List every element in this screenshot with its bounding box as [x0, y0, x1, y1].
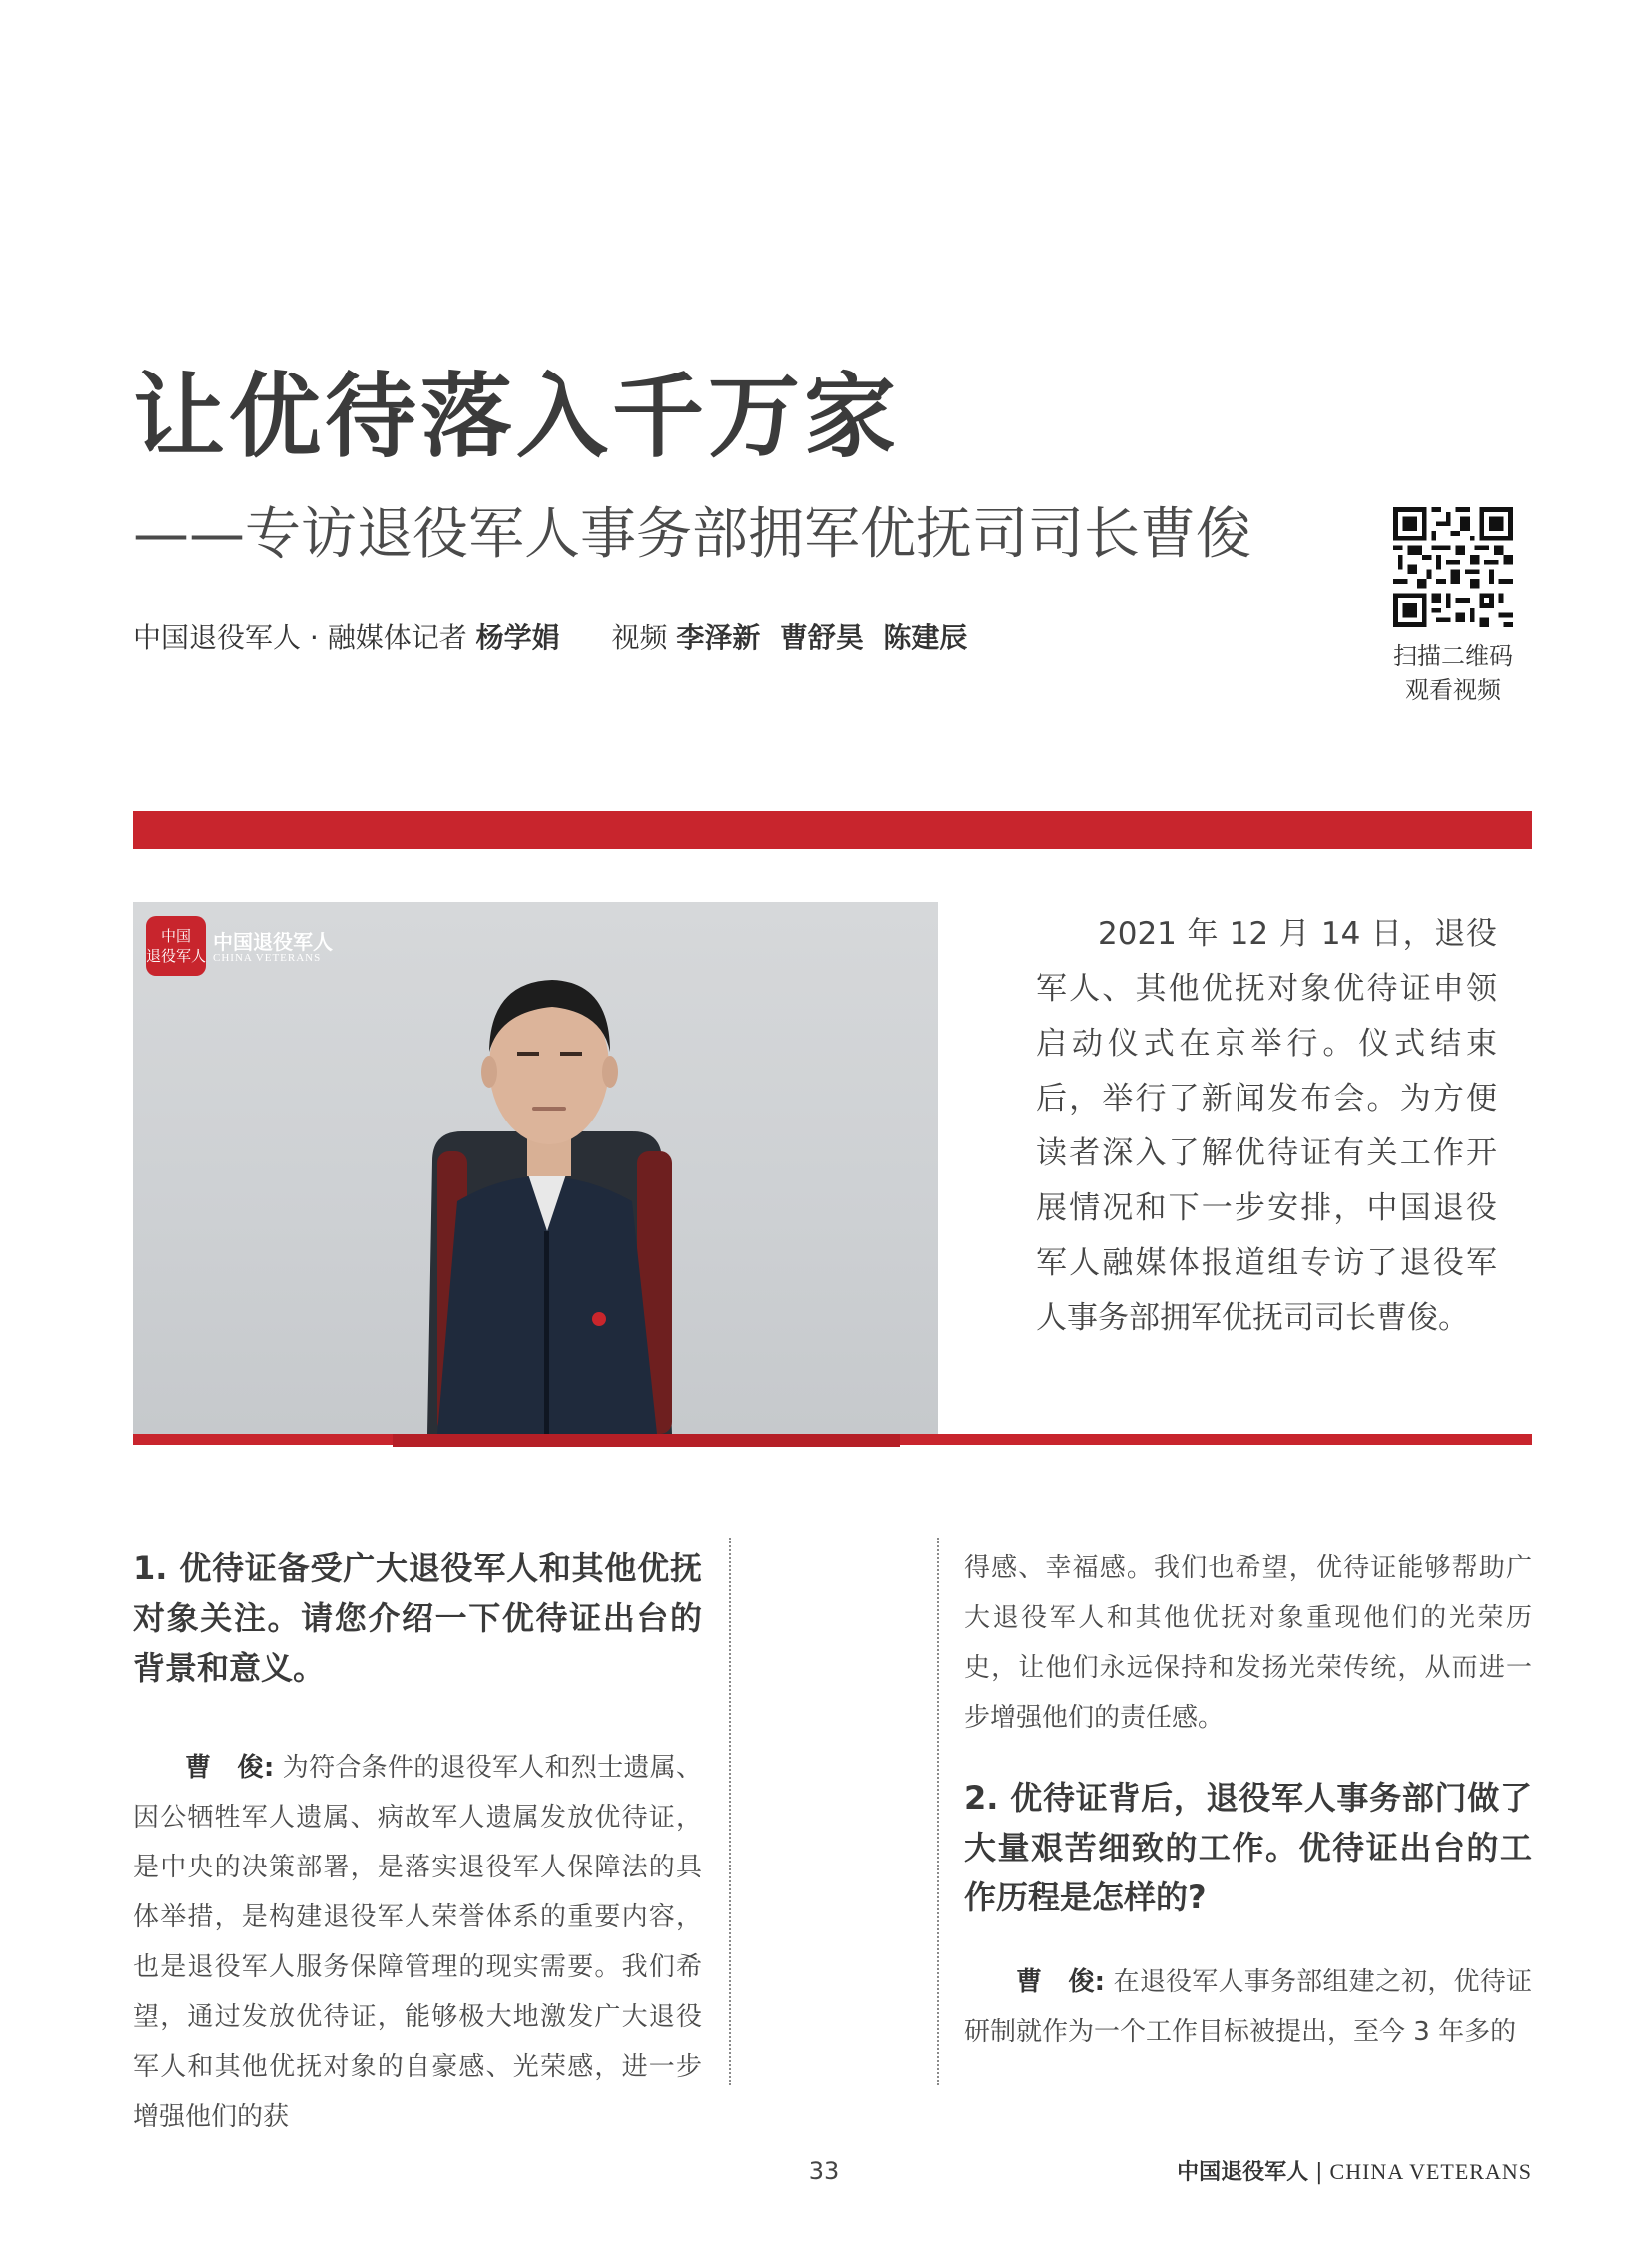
answer-1-continued: 得感、幸福感。我们也希望，优待证能够帮助广大退役军人和其他优抚对象重现他们的光荣历史，让他们永远保持和发扬光荣传统，从而进一步增强他们的责任感。 — [964, 1553, 1532, 1733]
byline-video-label: 视频 — [611, 621, 668, 654]
answer-2-text: 在退役军人事务部组建之初，优待证研制就作为一个工作目标被提出，至今 3 年多的 — [964, 1967, 1532, 2047]
intro-text: 2021 年 12 月 14 日，退役军人、其他优抚对象优待证申领启动仪式在京举行。仪式结束后，举行了新闻发布会。为方便读者深入了解优待证有关工作开展情况和下一步安排，中国退役军人融媒体报道组专访了退役军人事务部拥军优抚司司长曹俊。 — [1036, 916, 1497, 1336]
intro-paragraph — [1036, 907, 1497, 1346]
photo-logo-cn: 中国退役军人 — [213, 930, 333, 954]
photo-logo-en: CHINA VETERANS — [213, 952, 322, 964]
qr-code[interactable] — [1393, 507, 1513, 627]
article-title: 让优待落入千万家 — [133, 364, 901, 470]
red-header-bar — [133, 811, 1532, 849]
byline-video-staff: 李泽新 曹舒昊 陈建辰 — [676, 621, 968, 654]
answer-1-speaker: 曹 俊: — [185, 1753, 275, 1783]
answer-1-text: 为符合条件的退役军人和烈士遗属、因公牺牲军人遗属、病故军人遗属发放优待证，是中央的决策部署，是落实退役军人保障法的具体举措，是构建退役军人荣誉体系的重要内容，也是退役军人服务保障管理的现实需要。我们希望，通过发放优待证，能够极大地激发广大退役军人和其他优抚对象的自豪感、光荣感，进一步增强他们的获 — [133, 1753, 702, 2132]
byline-outlet: 中国退役军人 · 融媒体记者 — [133, 621, 467, 654]
byline — [133, 616, 967, 656]
qr-caption-line-2: 观看视频 — [1405, 676, 1501, 704]
portrait-photo — [133, 902, 938, 1434]
qr-caption-line-1: 扫描二维码 — [1393, 642, 1513, 670]
question-2: 2. 优待证背后，退役军人事务部门做了大量艰苦细致的工作。优待证出台的工作历程是怎样的? — [964, 1779, 1532, 1916]
column-divider — [937, 1538, 939, 2085]
portrait-illustration — [133, 902, 938, 1434]
page-number: 33 — [808, 2157, 840, 2185]
footer-magazine-cn: 中国退役军人 — [1177, 2160, 1309, 2185]
red-underline-accent — [393, 1434, 900, 1447]
qr-caption — [1383, 639, 1523, 707]
answer-2-speaker: 曹 俊: — [1016, 1967, 1106, 1997]
footer-separator: | — [1315, 2160, 1323, 2185]
answer-1 — [133, 1743, 702, 2142]
answer-2 — [964, 1957, 1532, 2057]
photo-logo-icon: 中国 退役军人 — [146, 916, 206, 976]
column-divider — [729, 1538, 731, 2085]
footer-magazine-en: CHINA VETERANS — [1329, 2159, 1532, 2184]
byline-reporter: 杨学娟 — [475, 621, 560, 654]
article-subtitle: ——专访退役军人事务部拥军优抚司司长曹俊 — [133, 502, 1251, 567]
question-1: 1. 优待证备受广大退役军人和其他优抚对象关注。请您介绍一下优待证出台的背景和意义。 — [133, 1549, 702, 1687]
footer-masthead — [1099, 2155, 1532, 2186]
right-column — [964, 1543, 1532, 2057]
left-column — [133, 1543, 702, 2142]
